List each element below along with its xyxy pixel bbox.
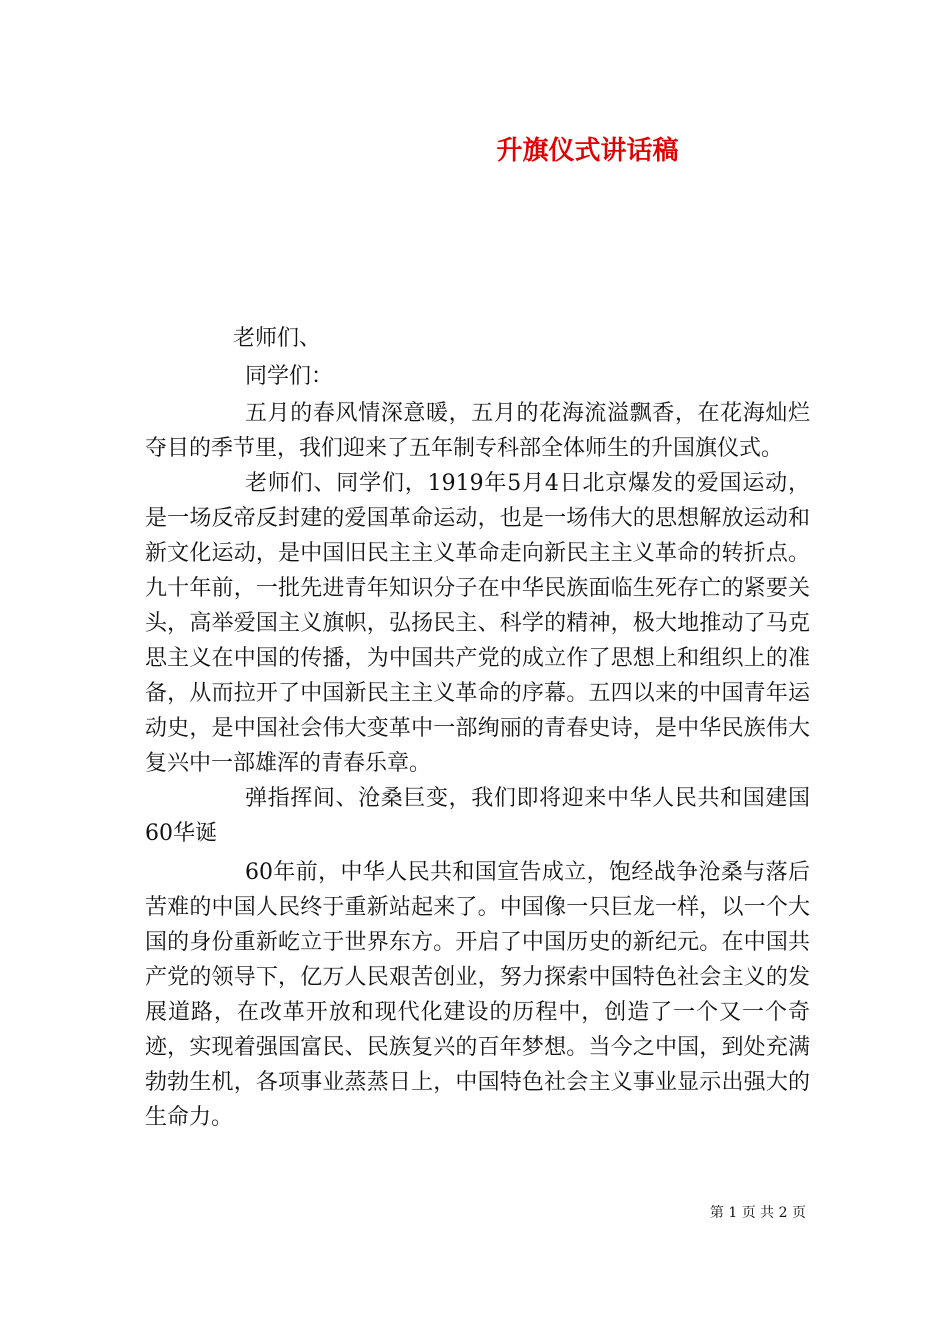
document-body: [145, 320, 810, 1135]
paragraph-2: 老师们、同学们，1919年5月4日北京爆发的爱国运动，是一场反帝反封建的爱国革命运动，也是一场伟大的思想解放运动和新文化运动，是中国旧民主主义革命走向新民主主义革命的转折点。九十年前，一批先进青年知识分子在中华民族面临生死存亡的紧要关头，高举爱国主义旗帜，弘扬民主、科学的精神，极大地推动了马克思主义在中国的传播，为中国共产党的成立作了思想上和组织上的准备，从而拉开了中国新民主主义革命的序幕。五四以来的中国青年运动史，是中国社会伟大变革中一部绚丽的青春史诗，是中华民族伟大复兴中一部雄浑的青春乐章。: [145, 471, 810, 776]
paragraph-4: 60年前，中华人民共和国宣告成立，饱经战争沧桑与落后苦难的中国人民终于重新站起来了。中国像一只巨龙一样，以一个大国的身份重新屹立于世界东方。开启了中国历史的新纪元。在中国共产党的领导下，亿万人民艰苦创业，努力探索中国特色社会主义的发展道路，在改革开放和现代化建设的历程中，创造了一个又一个奇迹，实现着强国富民、民族复兴的百年梦想。当今之中国，到处充满勃勃生机，各项事业蒸蒸日上，中国特色社会主义事业显示出强大的生命力。: [145, 860, 810, 1130]
salutation-teachers: 老师们、: [233, 326, 322, 351]
page-number-footer: 第 1 页 共 2 页: [709, 1205, 806, 1221]
paragraph-3: 弹指挥间、沧桑巨变，我们即将迎来中华人民共和国建国60华诞: [145, 786, 810, 846]
document-title: 升旗仪式讲话稿: [496, 136, 679, 166]
paragraph-1: 五月的春风情深意暖，五月的花海流溢飘香，在花海灿烂夺目的季节里，我们迎来了五年制专科部全体师生的升国旗仪式。: [145, 401, 810, 461]
salutation-students: 同学们：: [245, 364, 334, 389]
